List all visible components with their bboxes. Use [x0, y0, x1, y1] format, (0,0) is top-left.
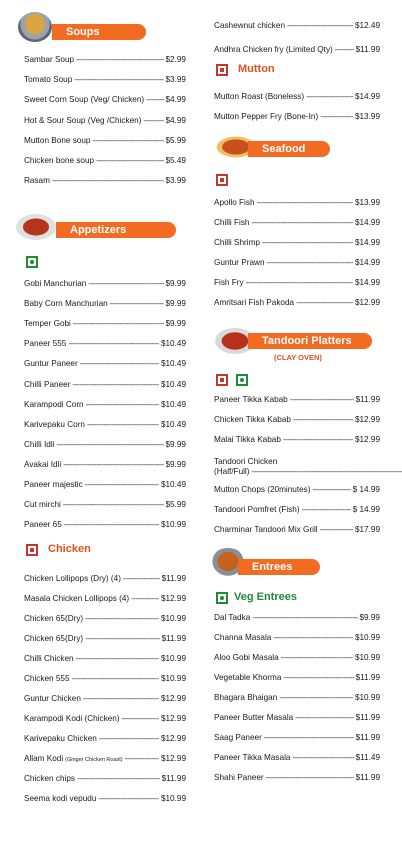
menu-item	[24, 400, 186, 410]
menu-item	[214, 673, 380, 683]
menu-item	[24, 774, 186, 784]
leader-dots	[283, 435, 353, 445]
menu-item-name: Andhra Chicken fry (Limited Qty)	[214, 45, 333, 54]
menu-item-price: $17.99	[354, 525, 380, 534]
menu-item-price: $14.99	[354, 92, 380, 101]
menu-item-price: $4.99	[165, 115, 186, 125]
menu-item-price: $10.49	[160, 359, 186, 369]
menu-item-name: Chilli Chicken	[24, 654, 74, 663]
leader-dots	[264, 733, 354, 743]
leader-dots	[267, 258, 353, 268]
leader-dots	[320, 525, 353, 535]
menu-item	[214, 21, 380, 31]
menu-item	[24, 359, 186, 369]
leader-dots	[85, 480, 159, 490]
leader-dots	[293, 415, 353, 425]
menu-item	[24, 754, 186, 765]
leader-dots	[262, 238, 353, 248]
menu-item-price: $10.99	[160, 654, 186, 663]
section-title-appetizers: Appetizers	[56, 222, 176, 238]
menu-item-price: $14.99	[354, 218, 380, 227]
menu-item-name: Paneer Butter Masala	[214, 713, 294, 722]
menu-item-name: Chicken 65(Dry)	[24, 614, 84, 623]
menu-item	[214, 525, 380, 535]
menu-item-name: Channa Masala	[214, 633, 272, 642]
menu-item-price: $9.99	[165, 459, 186, 469]
menu-item	[214, 613, 380, 623]
veg-symbol-icon	[236, 374, 248, 386]
leader-dots	[80, 359, 159, 369]
menu-item	[24, 460, 186, 470]
menu-item	[24, 794, 186, 804]
menu-item-name: Saag Paneer	[214, 733, 262, 742]
soup-bowl-icon	[18, 12, 52, 42]
leader-dots	[77, 774, 160, 784]
menu-item-name: Cut mirchi	[24, 500, 61, 510]
menu-item	[24, 156, 186, 166]
nonveg-symbol-icon	[26, 544, 38, 556]
menu-item-price: $9.99	[165, 439, 186, 449]
leader-dots	[251, 467, 402, 477]
menu-item-name: Chicken Tikka Kabab	[214, 415, 291, 424]
leader-dots	[302, 505, 351, 515]
menu-item-name: Paneer 65	[24, 520, 62, 530]
menu-item-name: Tandoori Chicken	[214, 457, 278, 466]
leader-dots	[312, 485, 350, 495]
leader-dots	[290, 395, 354, 405]
menu-item	[24, 136, 186, 146]
leader-dots	[88, 279, 163, 289]
menu-item-price: $12.99	[160, 714, 186, 723]
menu-item-name: Guntur Paneer	[24, 359, 78, 369]
menu-item-price: $10.99	[160, 520, 186, 530]
menu-item	[24, 176, 186, 186]
menu-item-name: Temper Gobi	[24, 319, 71, 329]
menu-item-name: Baby Corn Manchurian	[24, 299, 108, 309]
menu-item-name: Aloo Gobi Masala	[214, 653, 279, 662]
menu-item	[214, 773, 380, 783]
menu-item-name: Mutton Roast (Boneless)	[214, 92, 305, 101]
menu-item-price: $9.99	[165, 279, 186, 288]
leader-dots	[83, 694, 159, 704]
menu-item-price: $5.99	[165, 135, 186, 145]
menu-item-name: Karampodi Kodi (Chicken)	[24, 714, 120, 723]
menu-item-price: $11.99	[161, 574, 186, 583]
menu-item	[214, 298, 380, 308]
section-title-veg-entrees: Veg Entrees	[234, 591, 297, 603]
section-title-seafood: Seafood	[248, 141, 330, 157]
leader-dots	[56, 440, 163, 450]
menu-item-price: $12.99	[160, 734, 186, 743]
menu-item	[24, 614, 186, 624]
menu-item-name: Shahi Paneer	[214, 773, 264, 782]
menu-item-name: Malai Tikka Kabab	[214, 435, 281, 444]
section-title-soups: Soups	[52, 24, 146, 40]
leader-dots	[73, 319, 164, 329]
menu-item-name: Bhagara Bhaigan	[214, 693, 278, 702]
menu-item-price: $9.99	[359, 613, 380, 622]
menu-item-price: $10.49	[160, 419, 186, 429]
menu-item	[214, 633, 380, 643]
menu-item-price: $3.99	[165, 75, 186, 85]
menu-item	[214, 92, 380, 102]
menu-item-name: Dal Tadka	[214, 613, 251, 622]
menu-item-price: $11.49	[355, 753, 380, 762]
menu-item-price: $12.49	[354, 21, 380, 30]
menu-item-name: Chicken bone soup	[24, 156, 95, 165]
menu-item-name: Chilli Fish	[214, 218, 250, 227]
menu-item	[24, 694, 186, 704]
menu-item-name-line2: (Half/Full)	[214, 467, 250, 476]
menu-item-price: $10.99	[354, 693, 380, 702]
menu-item-name: Karampodi Corn	[24, 399, 84, 409]
menu-item	[24, 319, 186, 329]
menu-item-name: Gobi Manchurian	[24, 279, 87, 288]
menu-item	[214, 258, 380, 268]
menu-item	[24, 634, 186, 644]
menu-item-name: Rasam	[24, 176, 50, 186]
leader-dots	[85, 634, 159, 644]
leader-dots	[279, 693, 353, 703]
menu-item-price: $10.99	[354, 633, 380, 642]
menu-item	[214, 693, 380, 703]
menu-item-name: Charminar Tandoori Mix Grill	[214, 525, 318, 534]
menu-item-price: $12.99	[354, 435, 380, 444]
menu-item-name: Paneer Tikka Masala	[214, 753, 291, 762]
menu-item-name: Tandoori Pomfret (Fish)	[214, 505, 300, 514]
menu-item	[24, 75, 186, 85]
menu-item-price: $10.99	[354, 653, 380, 662]
menu-item-price: $12.99	[354, 298, 380, 307]
leader-dots	[143, 116, 163, 126]
menu-item-price: $4.99	[165, 95, 186, 105]
menu-item-price: $12.99	[160, 594, 186, 603]
menu-item-price: $10.49	[160, 480, 186, 489]
leader-dots	[98, 794, 159, 804]
menu-item	[214, 753, 380, 763]
menu-item	[214, 238, 380, 248]
leader-dots	[320, 112, 353, 122]
menu-item-price: $11.99	[161, 634, 186, 643]
leader-dots	[76, 654, 159, 664]
leader-dots	[252, 613, 357, 623]
leader-dots	[246, 278, 353, 288]
menu-item	[24, 95, 186, 105]
leader-dots	[85, 614, 159, 624]
menu-item-name: Seema kodi vepudu	[24, 794, 97, 803]
leader-dots	[283, 673, 353, 683]
menu-item	[24, 594, 186, 604]
veg-symbol-icon	[26, 256, 38, 268]
menu-item-name: Chicken Lollipops (Dry) (4)	[24, 574, 121, 583]
menu-item	[24, 299, 186, 309]
menu-item-name: Sambar Soup	[24, 55, 75, 64]
menu-item-name: Avakai Idli	[24, 459, 62, 469]
leader-dots	[292, 753, 353, 763]
leader-dots	[252, 218, 353, 228]
section-title-mutton: Mutton	[238, 63, 275, 75]
menu-item-price: $13.99	[354, 112, 380, 121]
menu-item	[24, 116, 186, 126]
menu-item	[24, 480, 186, 490]
menu-item	[214, 733, 380, 743]
menu-item-name: Fish Fry	[214, 278, 244, 287]
menu-item	[24, 339, 186, 349]
nonveg-symbol-icon	[216, 174, 228, 186]
leader-dots	[266, 773, 354, 783]
leader-dots	[125, 754, 159, 764]
menu-item-price: $10.49	[160, 339, 186, 349]
menu-item-name: Mutton Chops (20minutes)	[214, 485, 311, 494]
leader-dots	[74, 75, 163, 85]
menu-item-price: $10.99	[160, 614, 186, 623]
leader-dots	[99, 734, 159, 744]
menu-item-price: $14.99	[354, 278, 380, 287]
leader-dots	[110, 299, 164, 309]
leader-dots	[281, 653, 353, 663]
menu-item-name: Karivepaku Corn	[24, 419, 85, 429]
leader-dots	[296, 298, 353, 308]
menu-item-price: $11.99	[355, 395, 380, 404]
menu-item	[24, 55, 186, 65]
menu-item-name: Guntur Prawn	[214, 258, 265, 267]
leader-dots	[131, 594, 159, 604]
menu-item	[24, 380, 186, 390]
section-title-tandoori: Tandoori Platters	[248, 333, 372, 349]
tandoori-subtitle: (CLAY OVEN)	[274, 353, 322, 362]
menu-item	[24, 420, 186, 430]
menu-item-price: $14.99	[354, 258, 380, 267]
veg-symbol-icon	[216, 592, 228, 604]
menu-item-name: Chicken 65(Dry)	[24, 634, 84, 643]
menu-item-price: $10.49	[160, 379, 186, 389]
menu-item-name: Apollo Fish	[214, 198, 255, 207]
menu-item-name: Allam Kodi	[24, 754, 64, 763]
menu-item	[24, 674, 186, 684]
menu-item-name: Karivepaku Chicken	[24, 734, 97, 743]
menu-item-name: Mutton Bone soup	[24, 135, 91, 145]
leader-dots	[146, 95, 163, 105]
menu-item-name: Chicken 555	[24, 674, 70, 683]
leader-dots	[257, 198, 353, 208]
menu-item-name: Paneer majestic	[24, 480, 83, 489]
menu-item-price: $5.49	[165, 156, 186, 165]
menu-item	[214, 45, 380, 55]
menu-item	[214, 653, 380, 663]
menu-item-name: Cashewnut chicken	[214, 21, 285, 30]
menu-item	[214, 457, 380, 477]
leader-dots	[52, 176, 164, 186]
menu-item-name: Tomato Soup	[24, 75, 73, 85]
section-title-chicken: Chicken	[48, 543, 91, 555]
menu-item	[214, 198, 380, 208]
menu-item-price: $11.99	[355, 773, 380, 782]
menu-item	[24, 654, 186, 664]
menu-item-name: Hot & Sour Soup (Veg /Chicken)	[24, 115, 142, 125]
leader-dots	[86, 400, 159, 410]
menu-item-price: $11.99	[355, 713, 380, 722]
nonveg-symbol-icon	[216, 374, 228, 386]
leader-dots	[295, 713, 353, 723]
menu-item-name: Chilli Paneer	[24, 379, 71, 389]
menu-item-price: $14.99	[354, 238, 380, 247]
menu-item-name: Chilli Shrimp	[214, 238, 260, 247]
menu-item-name: Mutton Pepper Fry (Bone-In)	[214, 112, 319, 121]
menu-item-name: Vegetable Khorma	[214, 673, 282, 682]
menu-item-name: Amritsari Fish Pakoda	[214, 298, 295, 307]
nonveg-symbol-icon	[216, 64, 228, 76]
leader-dots	[92, 136, 163, 146]
leader-dots	[122, 714, 159, 724]
menu-item	[214, 505, 380, 515]
appetizer-plate-icon	[16, 214, 56, 240]
leader-dots	[96, 156, 163, 166]
menu-item-price: $10.99	[160, 674, 186, 683]
leader-dots	[123, 574, 160, 584]
menu-item-name: Paneer Tikka Kabab	[214, 395, 288, 404]
menu-item-price: $9.99	[165, 319, 186, 329]
menu-item-name: Masala Chicken Lollipops (4)	[24, 594, 130, 603]
menu-item	[24, 500, 186, 510]
menu-item-price: $11.99	[355, 733, 380, 742]
leader-dots	[76, 55, 163, 65]
menu-item	[214, 713, 380, 723]
leader-dots	[72, 674, 159, 684]
leader-dots	[306, 92, 353, 102]
menu-item	[24, 574, 186, 584]
menu-item-price: $12.99	[160, 754, 186, 763]
menu-item-price: $10.49	[160, 399, 186, 409]
menu-item	[214, 278, 380, 288]
menu-item-name: Chilli Idli	[24, 439, 55, 449]
leader-dots	[273, 633, 353, 643]
menu-item-name: Sweet Corn Soup (Veg/ Chicken)	[24, 95, 145, 105]
leader-dots	[72, 380, 159, 390]
menu-item-price: $13.99	[354, 198, 380, 207]
menu-item	[24, 279, 186, 289]
leader-dots	[63, 460, 163, 470]
menu-item-price: $ 14.99	[352, 505, 380, 514]
menu-item-price: $11.99	[355, 673, 380, 682]
menu-item-note: (Ginger Chicken Roast)	[65, 757, 123, 763]
leader-dots	[68, 339, 159, 349]
leader-dots	[287, 21, 353, 31]
menu-item-name: Chicken chips	[24, 774, 75, 783]
menu-item	[24, 714, 186, 724]
leader-dots	[335, 45, 354, 55]
menu-item	[24, 520, 186, 530]
menu-item	[214, 112, 380, 122]
menu-item-price: $12.99	[354, 415, 380, 424]
menu-item-price: $11.99	[355, 45, 380, 54]
menu-item	[24, 734, 186, 744]
menu-item-price: $2.99	[165, 55, 186, 64]
menu-item-name: Guntur Chicken	[24, 694, 81, 703]
menu-item-price: $11.99	[161, 774, 186, 783]
menu-item	[24, 440, 186, 450]
menu-item-price: $3.99	[165, 176, 186, 186]
menu-item-price: $ 14.99	[352, 485, 380, 494]
section-title-entrees: Entrees	[238, 559, 320, 575]
menu-item-name: Paneer 555	[24, 339, 67, 349]
menu-item-price: $5.99	[165, 500, 186, 510]
menu-item	[214, 435, 380, 445]
menu-item-price: $12.99	[160, 694, 186, 703]
leader-dots	[64, 520, 159, 530]
menu-item-price: $10.99	[160, 794, 186, 803]
menu-item	[214, 415, 380, 425]
leader-dots	[87, 420, 159, 430]
leader-dots	[63, 500, 164, 510]
menu-item	[214, 218, 380, 228]
menu-item	[214, 485, 380, 495]
menu-item-price: $9.99	[165, 299, 186, 309]
menu-item	[214, 395, 380, 405]
